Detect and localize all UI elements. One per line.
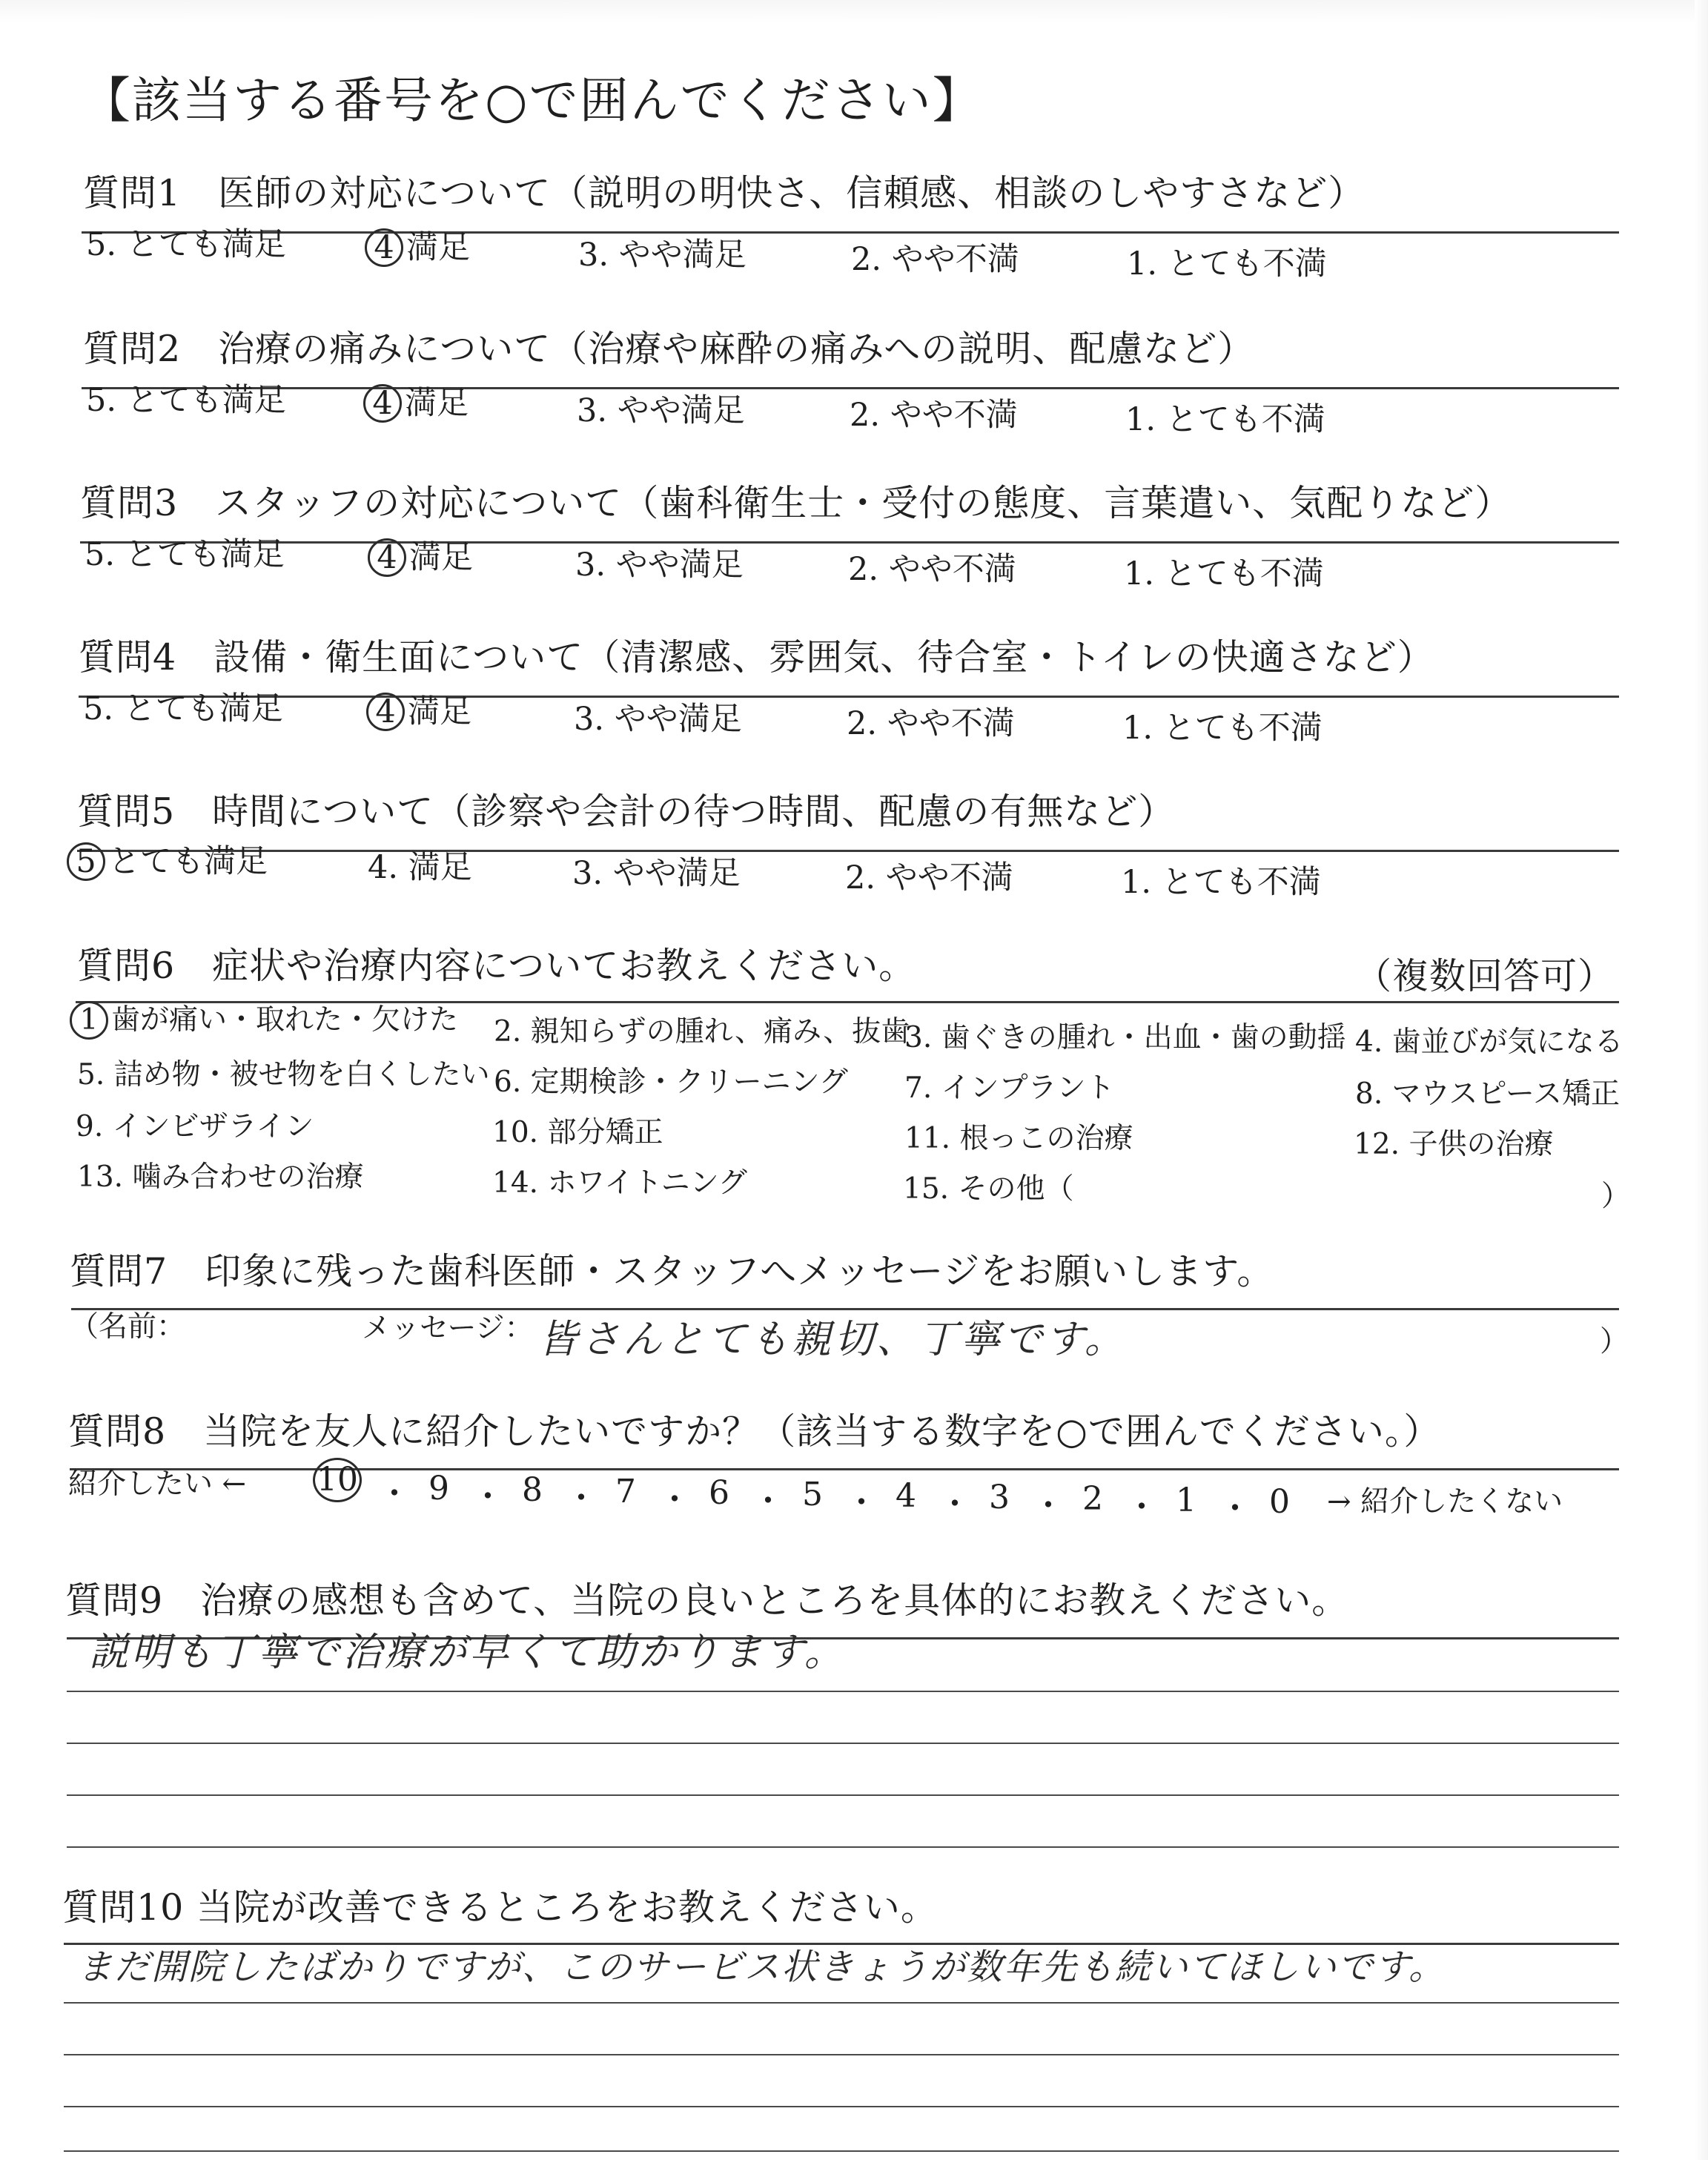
answer-line bbox=[64, 2106, 1619, 2107]
q2-option-2[interactable]: 2. やや不満 bbox=[850, 397, 1018, 434]
q8-dot: ・ bbox=[939, 1485, 971, 1523]
page-title: 【該当する番号を○で囲んでください】 bbox=[82, 72, 983, 129]
selection-circle: 4 bbox=[363, 384, 402, 423]
q8-dot: ・ bbox=[378, 1475, 411, 1513]
q8-dot: ・ bbox=[845, 1484, 878, 1522]
question-9-heading: 質問9 治療の感想も含めて、当院の良いところを具体的にお教えください。 bbox=[65, 1579, 1349, 1622]
q8-scale-5[interactable]: 5 bbox=[802, 1476, 823, 1513]
question-5-heading: 質問5 時間について（診察や会計の待つ時間、配慮の有無など） bbox=[77, 790, 1176, 833]
q7-handwritten-message[interactable]: 皆さんとても親切、丁寧です。 bbox=[538, 1317, 1127, 1362]
selection-circle: 1 bbox=[70, 1001, 108, 1040]
q3-option-3[interactable]: 3. やや満足 bbox=[575, 546, 744, 584]
q8-dot: ・ bbox=[565, 1479, 598, 1517]
answer-line bbox=[64, 2150, 1619, 2152]
question-4-heading: 質問4 設備・衛生面について（清潔感、雰囲気、待合室・トイレの快適さなど） bbox=[79, 636, 1434, 678]
q5-option-3[interactable]: 3. やや満足 bbox=[572, 855, 741, 892]
q6-option-6[interactable]: 6. 定期検診・クリーニング bbox=[494, 1066, 848, 1099]
answer-line bbox=[67, 1743, 1619, 1744]
question-3-heading: 質問3 スタッフの対応について（歯科衛生士・受付の態度、言葉遣い、気配りなど） bbox=[80, 482, 1512, 524]
q6-option-9[interactable]: 9. インビザライン bbox=[76, 1110, 314, 1143]
selection-circle: 4 bbox=[366, 693, 405, 731]
q4-option-3[interactable]: 3. やや満足 bbox=[574, 701, 742, 738]
q6-option-5[interactable]: 5. 詰め物・被せ物を白くしたい bbox=[77, 1058, 490, 1091]
q8-dot: ・ bbox=[471, 1478, 504, 1516]
q8-scale-6[interactable]: 6 bbox=[709, 1474, 729, 1512]
q6-option-10[interactable]: 10. 部分矯正 bbox=[492, 1116, 663, 1149]
question-6-multi-note: （複数回答可） bbox=[1355, 955, 1615, 997]
q5-option-4[interactable]: 4. 満足 bbox=[368, 849, 472, 886]
question-6-heading: 質問6 症状や治療内容についてお教えください。 bbox=[77, 945, 916, 987]
q8-dot: ・ bbox=[1032, 1487, 1065, 1525]
q4-option-1[interactable]: 1. とても不満 bbox=[1122, 710, 1323, 747]
q6-option-15-other[interactable]: 15. その他（ bbox=[903, 1172, 1074, 1206]
q8-scale-9[interactable]: 9 bbox=[428, 1470, 449, 1507]
q6-option-7[interactable]: 7. インプラント bbox=[904, 1071, 1115, 1105]
question-3-rule bbox=[80, 541, 1619, 544]
q10-handwritten-answer[interactable]: まだ開院したばかりですが、このサービス状きょうが数年先も続いてほしいです。 bbox=[77, 1946, 1446, 1988]
q8-left-label: 紹介したい ← bbox=[68, 1467, 247, 1501]
answer-line bbox=[67, 1846, 1619, 1848]
selection-circle: 4 bbox=[365, 228, 403, 267]
q6-option-12[interactable]: 12. 子供の治療 bbox=[1354, 1128, 1554, 1161]
question-1-heading: 質問1 医師の対応について（説明の明快さ、信頼感、相談のしやすさなど） bbox=[83, 172, 1366, 214]
q6-option-11[interactable]: 11. 根っこの治療 bbox=[904, 1122, 1133, 1155]
q8-dot: ・ bbox=[1125, 1488, 1158, 1526]
q8-scale-4[interactable]: 4 bbox=[896, 1477, 916, 1515]
q4-option-5[interactable]: 5. とても満足 bbox=[83, 690, 283, 727]
q2-option-4-circled[interactable]: 4 満足 bbox=[363, 378, 469, 423]
selection-circle: 10 bbox=[313, 1458, 362, 1502]
q2-option-3[interactable]: 3. やや満足 bbox=[577, 392, 745, 429]
question-2-rule bbox=[82, 387, 1619, 389]
q4-option-2[interactable]: 2. やや不満 bbox=[847, 705, 1015, 742]
q8-scale-10-circled[interactable] bbox=[313, 1458, 365, 1502]
q3-option-4-circled[interactable]: 4 満足 bbox=[368, 532, 473, 578]
question-8-rule bbox=[70, 1468, 1619, 1470]
q6-other-close-paren: ） bbox=[1601, 1180, 1631, 1213]
q8-scale-7[interactable]: 7 bbox=[615, 1473, 636, 1510]
q7-name-label: （名前： bbox=[70, 1310, 186, 1344]
q8-scale-8[interactable]: 8 bbox=[522, 1471, 543, 1509]
q1-option-4-circled[interactable]: 4 満足 bbox=[365, 222, 470, 268]
q7-close-paren: ） bbox=[1600, 1325, 1629, 1358]
q3-option-5[interactable]: 5. とても満足 bbox=[85, 536, 285, 573]
q8-dot: ・ bbox=[752, 1482, 784, 1520]
answer-line bbox=[67, 1691, 1619, 1692]
answer-line bbox=[64, 2054, 1619, 2055]
answer-line bbox=[67, 1794, 1619, 1796]
q6-option-14[interactable]: 14. ホワイトニング bbox=[492, 1166, 747, 1200]
q7-message-label: メッセージ： bbox=[362, 1312, 534, 1345]
q6-option-1-circled[interactable]: 1 歯が痛い・取れた・欠けた bbox=[70, 997, 458, 1040]
scan-right-edge bbox=[1695, 0, 1708, 2160]
q2-option-1[interactable]: 1. とても不満 bbox=[1125, 401, 1325, 438]
question-7-heading: 質問7 印象に残った歯科医師・スタッフへメッセージをお願いします。 bbox=[70, 1250, 1274, 1292]
q2-option-5[interactable]: 5. とても満足 bbox=[86, 382, 286, 419]
question-10-heading: 質問10 当院が改善できるところをお教えください。 bbox=[62, 1886, 938, 1929]
q5-option-2[interactable]: 2. やや不満 bbox=[845, 859, 1013, 896]
selection-circle: 5 bbox=[67, 842, 105, 881]
q6-option-4[interactable]: 4. 歯並びが気になる bbox=[1355, 1025, 1623, 1059]
q8-scale-0[interactable]: 0 bbox=[1269, 1483, 1290, 1521]
question-8-heading: 質問8 当院を友人に紹介したいですか？（該当する数字を○で囲んでください。） bbox=[68, 1410, 1441, 1453]
question-2-heading: 質問2 治療の痛みについて（治療や麻酔の痛みへの説明、配慮など） bbox=[83, 328, 1255, 370]
q8-dot: ・ bbox=[658, 1481, 691, 1519]
scan-top-edge bbox=[0, 0, 1708, 24]
q5-option-5-circled[interactable]: 5 とても満足 bbox=[67, 836, 268, 882]
q1-option-5[interactable]: 5. とても満足 bbox=[86, 226, 286, 263]
q8-scale-3[interactable]: 3 bbox=[989, 1479, 1010, 1516]
q4-option-4-circled[interactable]: 4 満足 bbox=[366, 687, 471, 732]
question-4-rule bbox=[79, 696, 1619, 698]
q5-option-1[interactable]: 1. とても不満 bbox=[1121, 864, 1321, 901]
q9-handwritten-answer[interactable]: 説明も丁寧で治療が早くて助かります。 bbox=[89, 1630, 847, 1675]
q3-option-2[interactable]: 2. やや不満 bbox=[848, 551, 1016, 588]
q6-option-8[interactable]: 8. マウスピース矯正 bbox=[1355, 1077, 1620, 1111]
q1-option-2[interactable]: 2. やや不満 bbox=[851, 241, 1019, 278]
question-5-rule bbox=[77, 850, 1619, 852]
q3-option-1[interactable]: 1. とても不満 bbox=[1124, 555, 1324, 592]
q6-option-2[interactable]: 2. 親知らずの腫れ、痛み、抜歯 bbox=[494, 1015, 910, 1048]
q6-option-3[interactable]: 3. 歯ぐきの腫れ・出血・歯の動揺 bbox=[904, 1021, 1346, 1054]
q8-scale-1[interactable]: 1 bbox=[1176, 1482, 1196, 1519]
q8-scale-2[interactable]: 2 bbox=[1082, 1480, 1103, 1518]
question-1-rule bbox=[82, 231, 1619, 234]
q8-right-label: → 紹介したくない bbox=[1327, 1485, 1563, 1519]
selection-circle: 4 bbox=[368, 538, 406, 577]
q1-option-3[interactable]: 3. やや満足 bbox=[578, 237, 747, 274]
q6-option-13[interactable]: 13. 噛み合わせの治療 bbox=[77, 1160, 364, 1194]
q8-dot: ・ bbox=[1219, 1490, 1251, 1527]
answer-line bbox=[64, 2002, 1619, 2004]
q1-option-1[interactable]: 1. とても不満 bbox=[1127, 245, 1327, 283]
